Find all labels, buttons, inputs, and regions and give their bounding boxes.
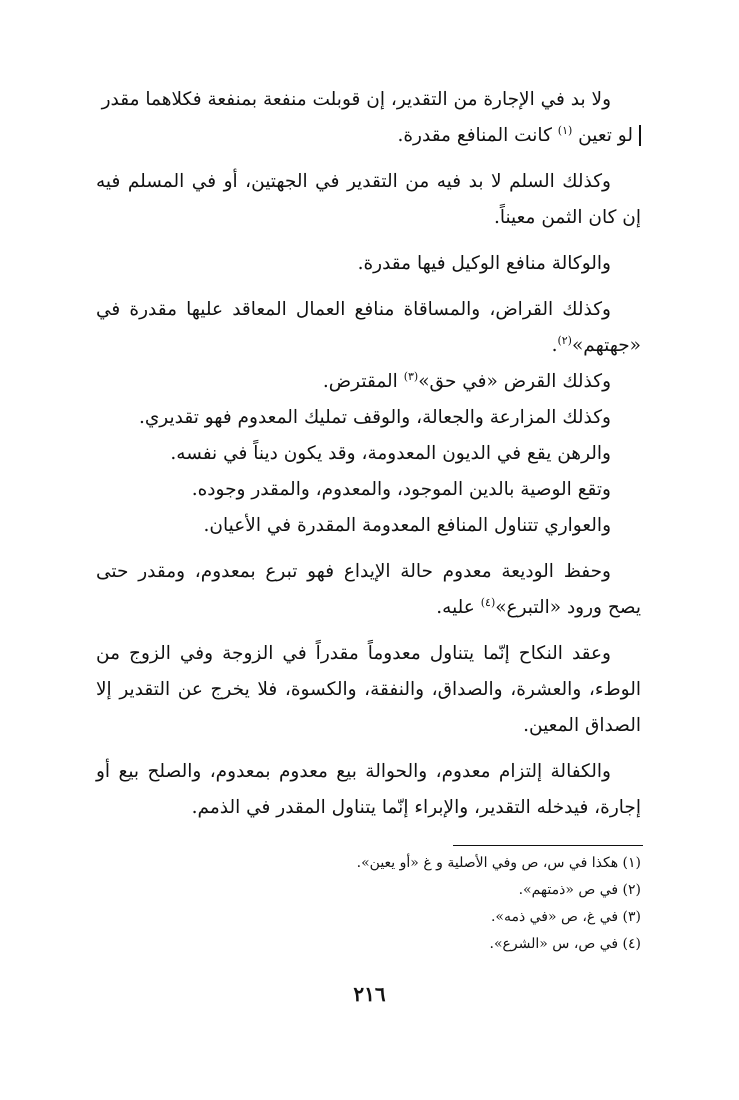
footnote-ref: (١) <box>557 124 573 137</box>
footnote-ref: (٣) <box>403 370 419 383</box>
paragraph: والوكالة منافع الوكيل فيها مقدرة. <box>357 253 611 274</box>
footnote-ref: (٤) <box>480 596 496 609</box>
paragraph: وكذلك المزارعة والجعالة، والوقف تمليك المعدوم فهو تقديري. <box>138 407 611 428</box>
paragraph: والرهن يقع في الديون المعدومة، وقد يكون ديناً في نفسه. <box>170 443 611 464</box>
paragraph <box>96 292 641 364</box>
text-span: لو تعين <box>578 125 641 146</box>
paragraph <box>96 554 641 626</box>
paragraph <box>96 118 641 154</box>
footnote-divider <box>453 845 643 846</box>
main-text <box>96 82 641 836</box>
text-span: . <box>551 335 558 356</box>
footnotes <box>96 850 641 958</box>
paragraph: وكذلك السلم لا بد فيه من التقدير في الجهتين، أو في المسلم فيه إن كان الثمن معيناً. <box>96 171 641 228</box>
footnote: (١) هكذا في س، ص وفي الأصلية و غ «أو يعين». <box>356 855 641 871</box>
text-span: وحفظ الوديعة معدوم حالة الإيداع فهو تبرع بمعدوم، ومقدر حتى يصح ورود «التبرع» <box>96 561 641 618</box>
text-span: ولا بد في الإجارة من التقدير، إن قوبلت منفعة بمنفعة فكلاهما مقدر <box>101 89 611 110</box>
paragraph <box>96 364 641 400</box>
footnote: (٣) في غ، ص «في ذمه». <box>490 909 641 925</box>
footnote: (٢) في ص «ذمتهم». <box>518 882 641 898</box>
paragraph: وعقد النكاح إنّما يتناول معدوماً مقدراً في الزوجة وفي الزوج من الوطء، والعشرة، والصداق، والنفقة، والكسوة، فلا يخرج عن التقدير إلا الصداق المعين. <box>96 643 641 736</box>
text-span: المقترض. <box>322 371 398 392</box>
paragraph <box>96 82 641 118</box>
text-span: وكذلك القرض «في حق» <box>418 371 611 392</box>
footnote: (٤) في ص، س «الشرع». <box>489 936 641 952</box>
footnote-ref: (٢) <box>557 334 572 347</box>
text-span: كانت المنافع مقدرة. <box>397 125 552 146</box>
paragraph: والكفالة إلتزام معدوم، والحوالة بيع معدوم بمعدوم، والصلح بيع أو إجارة، فيدخله التقدير، والإبراء إنّما يتناول المقدر في الذمم. <box>96 761 641 818</box>
text-span: وكذلك القراض، والمساقاة منافع العمال المعاقد عليها مقدرة في «جهتهم» <box>96 299 641 356</box>
paragraph: وتقع الوصية بالدين الموجود، والمعدوم، والمقدر وجوده. <box>191 479 611 500</box>
paragraph: والعواري تتناول المنافع المعدومة المقدرة في الأعيان. <box>203 515 611 536</box>
text-span: عليه. <box>436 597 475 618</box>
page-number: ٢١٦ <box>353 982 386 1006</box>
